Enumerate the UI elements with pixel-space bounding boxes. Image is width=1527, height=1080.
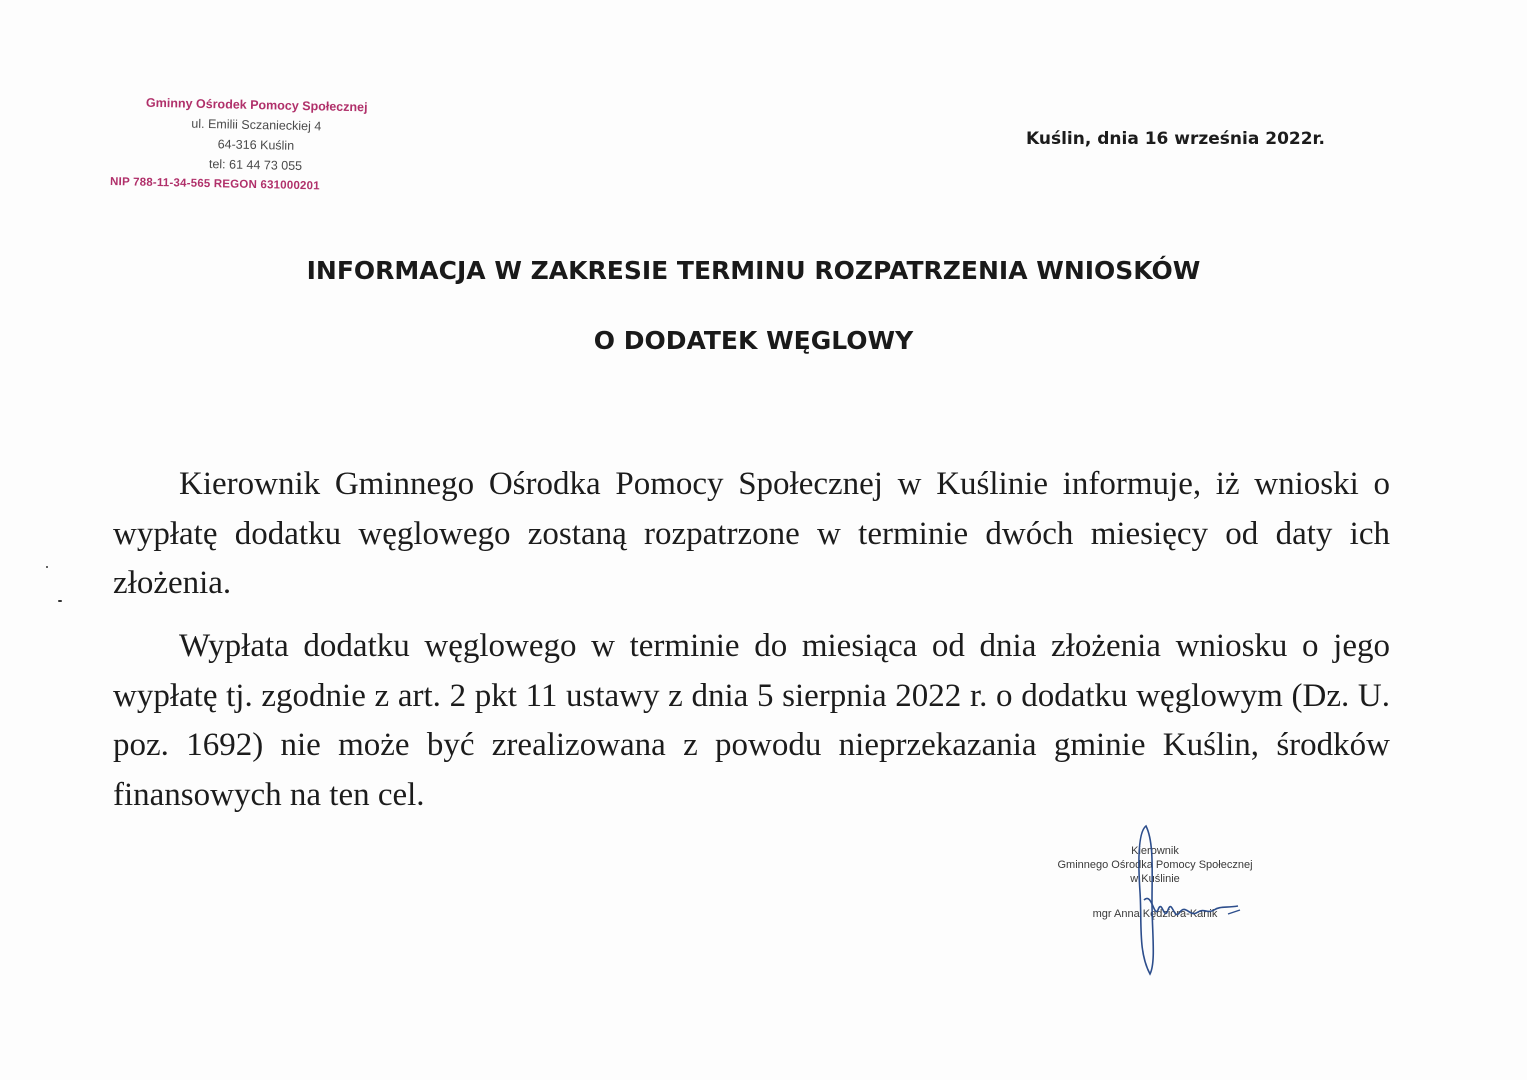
- stamp-tax-ids: NIP 788-11-34-565 REGON 631000201: [109, 175, 320, 193]
- body-paragraph-1: Kierownik Gminnego Ośrodka Pomocy Społecznej w Kuślinie informuje, iż wnioski o wypłatę dodatku węglowego zostaną rozpatrzone w terminie dwóch miesięcy od daty ich złożenia.: [113, 466, 1390, 601]
- signature-place: w Kuślinie: [1130, 873, 1180, 885]
- signature-name: mgr Anna Kędziora-Kanik: [1092, 908, 1218, 920]
- stamp-phone: tel: 61 44 73 055: [208, 157, 303, 173]
- stamp-street: ul. Emilii Sczanieckiej 4: [191, 116, 322, 134]
- place-and-date: Kuślin, dnia 16 września 2022r.: [1026, 129, 1325, 149]
- document-title-line-1: INFORMACJA W ZAKRESIE TERMINU ROZPATRZENIA WNIOSKÓW: [306, 256, 1201, 285]
- organization-stamp: [110, 92, 402, 198]
- handwritten-signature-icon: [1108, 822, 1258, 982]
- signature-office: Gminnego Ośrodka Pomocy Społecznej: [1057, 859, 1253, 871]
- signature-role: Kierownik: [1131, 845, 1179, 857]
- document-title-line-2: O DODATEK WĘGLOWY: [593, 326, 914, 355]
- scan-speck: [46, 566, 48, 568]
- stamp-organization-name: Gminny Ośrodek Pomocy Społecznej: [145, 95, 368, 115]
- body-paragraph-2: Wypłata dodatku węglowego w terminie do miesiąca od dnia złożenia wniosku o jego wypłatę tj. zgodnie z art. 2 pkt 11 ustawy z dnia 5 sierpnia 2022 r. o dodatku węglowym (Dz. U. poz. 1692) nie może być zrealizowana z powodu nieprzekazania gminie Kuślin, środków finansowych na ten cel.: [113, 628, 1390, 813]
- scan-speck: [58, 600, 62, 602]
- stamp-postal-code: 64-316 Kuślin: [217, 137, 295, 153]
